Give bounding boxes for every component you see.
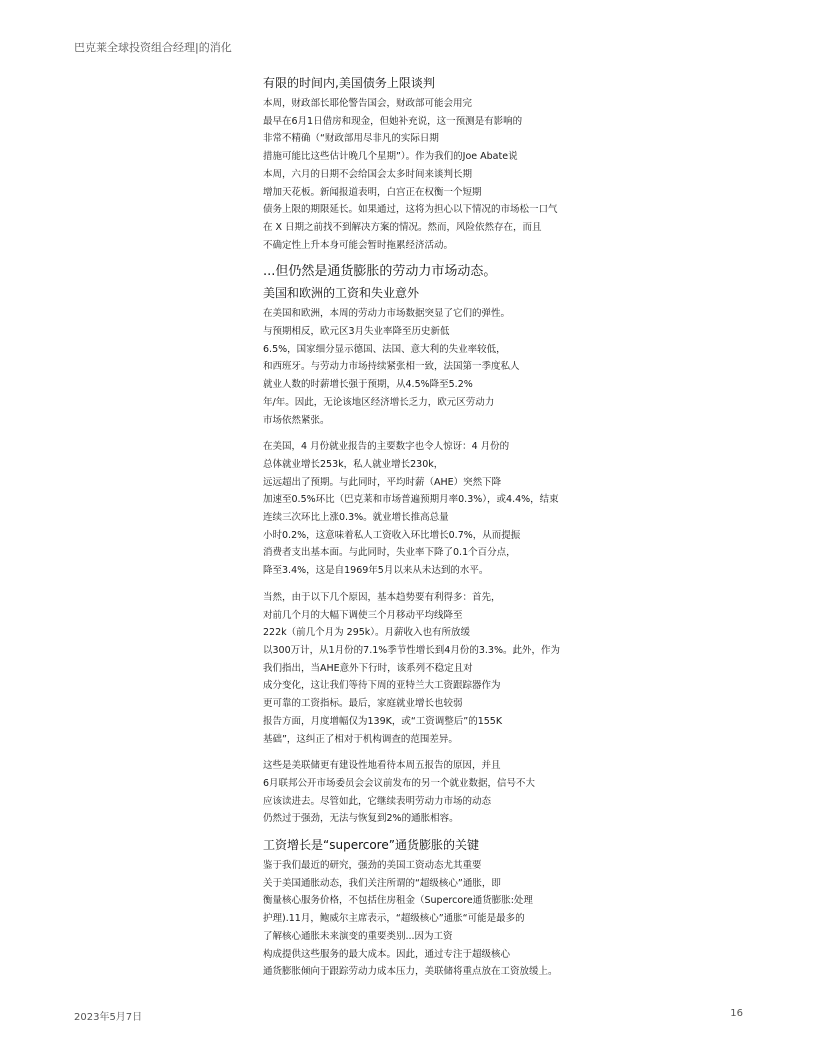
text-line: 在美国和欧洲，本周的劳动力市场数据突显了它们的弹性。: [263, 308, 511, 320]
text-line: 不确定性上升本身可能会暂时拖累经济活动。: [263, 239, 454, 251]
page-number: 16: [730, 1008, 743, 1019]
text-line: 基础”，这纠正了相对于机构调查的范围差异。: [263, 733, 458, 745]
text-line: 构成提供这些服务的最大成本。因此，通过专注于超级核心: [263, 948, 511, 960]
text-line: 护理).11月，鲍威尔主席表示，“超级核心”通胀“可能是最多的: [263, 913, 525, 925]
text-line: 远远超出了预期。与此同时，平均时薪（AHE）突然下降: [263, 476, 502, 488]
text-line: 以300万计，从1月份的7.1%季节性增长到4月份的3.3%。此外，作为: [263, 644, 560, 656]
text-line: 最早在6月1日借房和现金，但她补充说，这一预测是有影响的: [263, 115, 523, 127]
paragraph: [263, 95, 583, 254]
text-line: 222k（前几个月为 295k）。月薪收入也有所放缓: [263, 627, 471, 639]
text-line: 与预期相反，欧元区3月失业率降至历史新低: [263, 326, 450, 338]
text-line: 仍然过于强劲，无法与恢复到2%的通胀相容。: [263, 813, 459, 825]
text-line: 本周，财政部长耶伦警告国会，财政部可能会用完: [263, 98, 473, 109]
text-line: 更可靠的工资指标。最后，家庭就业增长也较弱: [263, 698, 463, 710]
text-line: 和西班牙。与劳动力市场持续紧张相一致，法国第一季度私人: [263, 361, 520, 373]
text-line: 6月联邦公开市场委员会会议前发布的另一个就业数据，信号不大: [263, 777, 536, 789]
text-line: 降至3.4%，这是自1969年5月以来从未达到的水平。: [263, 565, 489, 577]
section-debt-ceiling: [263, 75, 583, 254]
section-heading: 工资增长是“supercore”通货膨胀的关键: [263, 838, 479, 853]
text-line: 关于美国通胀动态，我们关注所谓的“超级核心”通胀，即: [263, 877, 501, 889]
document-body: [263, 75, 583, 990]
section-labor-market: [263, 263, 583, 828]
text-line: 我们指出，当AHE意外下行时，该系列不稳定且对: [263, 662, 473, 674]
document-header: 巴克莱全球投资组合经理|的消化: [74, 41, 232, 54]
section-supercore: [263, 837, 583, 981]
text-line: 应该读进去。尽管如此，它继续表明劳动力市场的动态: [263, 795, 492, 807]
text-line: 本周，六月的日期不会给国会太多时间来谈判长期: [263, 168, 473, 180]
text-line: 当然，由于以下几个原因，基本趋势要有利得多：首先，: [263, 591, 501, 603]
paragraph: [263, 438, 583, 580]
text-line: 消费者支出基本面。与此同时，失业率下降了0.1个百分点，: [263, 547, 516, 559]
paragraph: [263, 857, 583, 981]
text-line: 报告方面，月度增幅仅为139K，或“工资调整后”的155K: [263, 715, 503, 727]
text-line: 6.5%，国家细分显示德国、法国、意大利的失业率较低，: [263, 343, 506, 355]
text-line: 年/年。因此，无论该地区经济增长乏力，欧元区劳动力: [263, 396, 495, 408]
section-heading: 有限的时间内,美国债务上限谈判: [263, 76, 435, 90]
text-line: 衡量核心服务价格，不包括住房租金（Supercore通货膨胀:处理: [263, 895, 533, 907]
footer-date: 2023年5月7日: [74, 1012, 143, 1023]
text-line: 措施可能比这些估计晚几个星期”）。作为我们的Joe Abate说: [263, 151, 518, 163]
text-line: 成分变化，这让我们等待下周的亚特兰大工资跟踪器作为: [263, 680, 501, 692]
paragraph: [263, 305, 583, 429]
main-heading: ...但仍然是通货膨胀的劳动力市场动态。: [263, 264, 497, 280]
text-line: 了解核心通胀未来演变的重要类别...因为工资: [263, 930, 453, 942]
text-line: 非常不精确（“财政部用尽非凡的实际日期: [263, 133, 439, 145]
text-line: 连续三次环比上涨0.3%。就业增长推高总量: [263, 512, 449, 524]
text-line: 小时0.2%，这意味着私人工资收入环比增长0.7%，从而提振: [263, 529, 521, 541]
text-line: 加速至0.5%环比（巴克莱和市场普遍预期月率0.3%），或4.4%，结束: [263, 494, 559, 506]
text-line: 在美国，4 月份就业报告的主要数字也令人惊讶：4 月份的: [263, 441, 510, 453]
paragraph: [263, 757, 583, 828]
text-line: 增加天花板。新闻报道表明，白宫正在权衡一个短期: [263, 186, 482, 198]
text-line: 通货膨胀倾向于跟踪劳动力成本压力，美联储将重点放在工资放缓上。: [263, 966, 558, 978]
text-line: 债务上限的期限延长。如果通过，这将为担心以下情况的市场松一口气: [263, 204, 558, 216]
section-heading: 美国和欧洲的工资和失业意外: [263, 286, 420, 301]
paragraph: [263, 589, 583, 748]
text-line: 总体就业增长253k，私人就业增长230k，: [263, 458, 444, 470]
text-line: 在 X 日期之前找不到解决方案的情况。然而，风险依然存在，而且: [263, 221, 542, 233]
text-line: 对前几个月的大幅下调使三个月移动平均线降至: [263, 609, 463, 621]
text-line: 就业人数的时薪增长强于预期，从4.5%降至5.2%: [263, 379, 473, 391]
text-line: 鉴于我们最近的研究，强劲的美国工资动态尤其重要: [263, 860, 482, 872]
text-line: 这些是美联储更有建设性地看待本周五报告的原因，并且: [263, 760, 501, 772]
text-line: 市场依然紧张。: [263, 414, 330, 426]
